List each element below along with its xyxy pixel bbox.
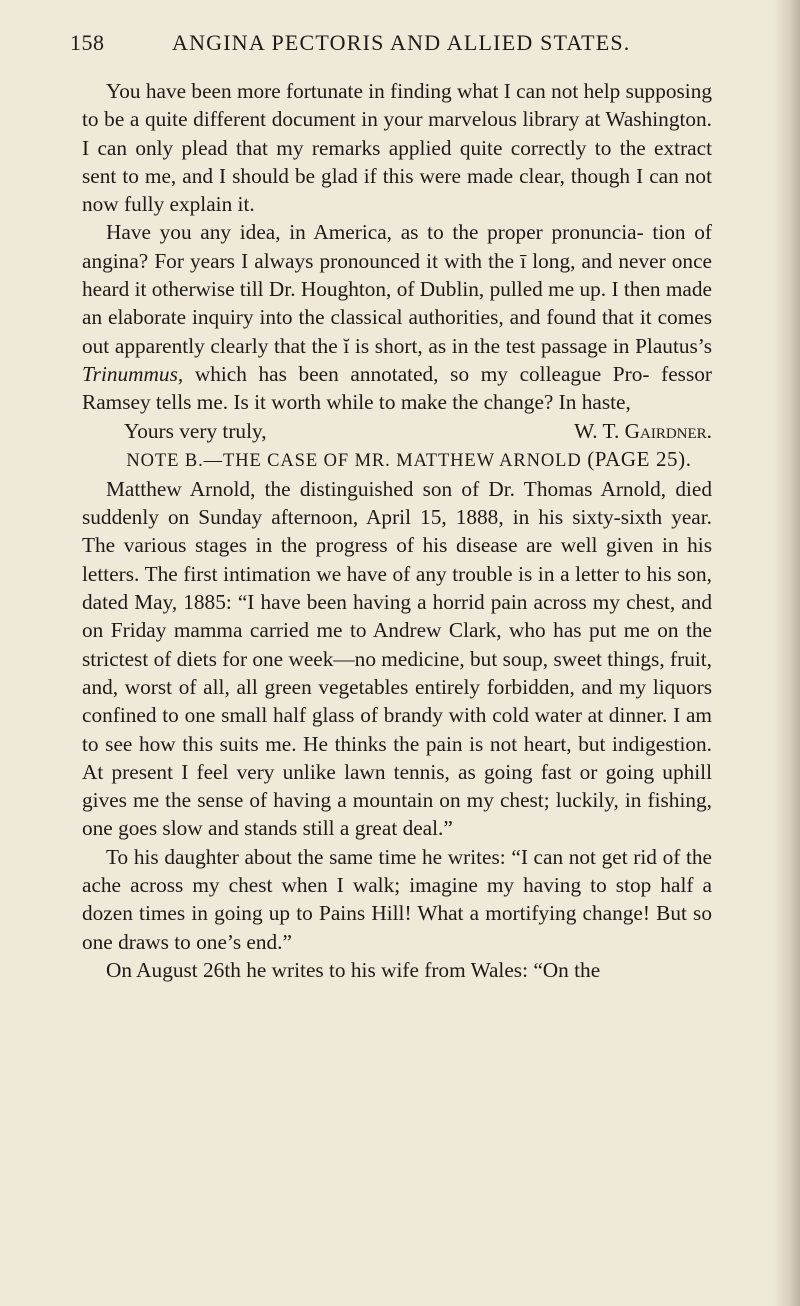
section-heading-text: NOTE B.—THE CASE OF MR. MATTHEW ARNOLD	[126, 450, 582, 471]
page-header	[70, 30, 740, 64]
letter-closing: Yours very truly,	[124, 418, 267, 443]
letter-paragraph: You have been more fortunate in finding what I can not help supposing to be a quite different document in your marvelous library at Washington. I can only plead that my remarks applied quite correctly to the extract sent to me, and I should be glad if this were made clear, though I can not now fully explain it.	[82, 79, 712, 217]
body-paragraph: To his daughter about the same time he writes: “I can not get rid of the ache across my chest when I walk; imagine my having to stop half a dozen times in going up to Pains Hill! What a mortifying change! But so one draws to one’s end.”	[82, 844, 712, 954]
page-edge-shadow	[772, 0, 800, 1306]
letter-paragraph	[82, 218, 712, 416]
running-title: ANGINA PECTORIS AND ALLIED STATES.	[172, 30, 631, 55]
page-number: 158	[70, 30, 105, 55]
letter-signature: W. T. Gairdner.	[574, 418, 712, 443]
page-body	[82, 77, 712, 984]
letter-text: which has been annotated, so my colleague Pro- fessor Ramsey tells me. Is it worth while to make the change? In haste,	[82, 361, 712, 415]
letter-signoff	[82, 417, 712, 445]
section-heading	[82, 445, 712, 475]
body-paragraph: Matthew Arnold, the distinguished son of Dr. Thomas Arnold, died suddenly on Sunday afternoon, April 15, 1888, in his sixty-sixth year. The various stages in the progress of his disease are well given in his letters. The first intimation we have of any trouble is in a letter to his son, dated May, 1885: “I have been having a horrid pain across my chest, and on Friday mamma carried me to Andrew Clark, who has put me on the strictest of diets for one week—no medicine, but soup, sweet things, fruit, and, worst of all, all green vegetables entirely forbidden, and my liquors confined to one small half glass of brandy with cold water at dinner. I am to see how this suits me. He thinks the pain is not heart, but indigestion. At present I feel very unlike lawn tennis, as going fast or going uphill gives me the sense of having a mountain on my chest; luckily, in fishing, one goes slow and stands still a great deal.”	[82, 476, 712, 841]
letter-text: Have you any idea, in America, as to the proper pronuncia- tion of angina? For years I always pronounced it with the ī long, and never once heard it otherwise till Dr. Houghton, of Dublin, pulled me up. I then made an elaborate inquiry into the classical authorities, and found that it comes out apparently clearly that the ĭ is short, as in the test passage in Plautus’s	[82, 220, 712, 358]
section-heading-page-ref: (PAGE 25).	[587, 446, 692, 471]
body-paragraph: On August 26th he writes to his wife from Wales: “On the	[106, 957, 601, 982]
italic-title: Trinummus,	[82, 361, 184, 386]
